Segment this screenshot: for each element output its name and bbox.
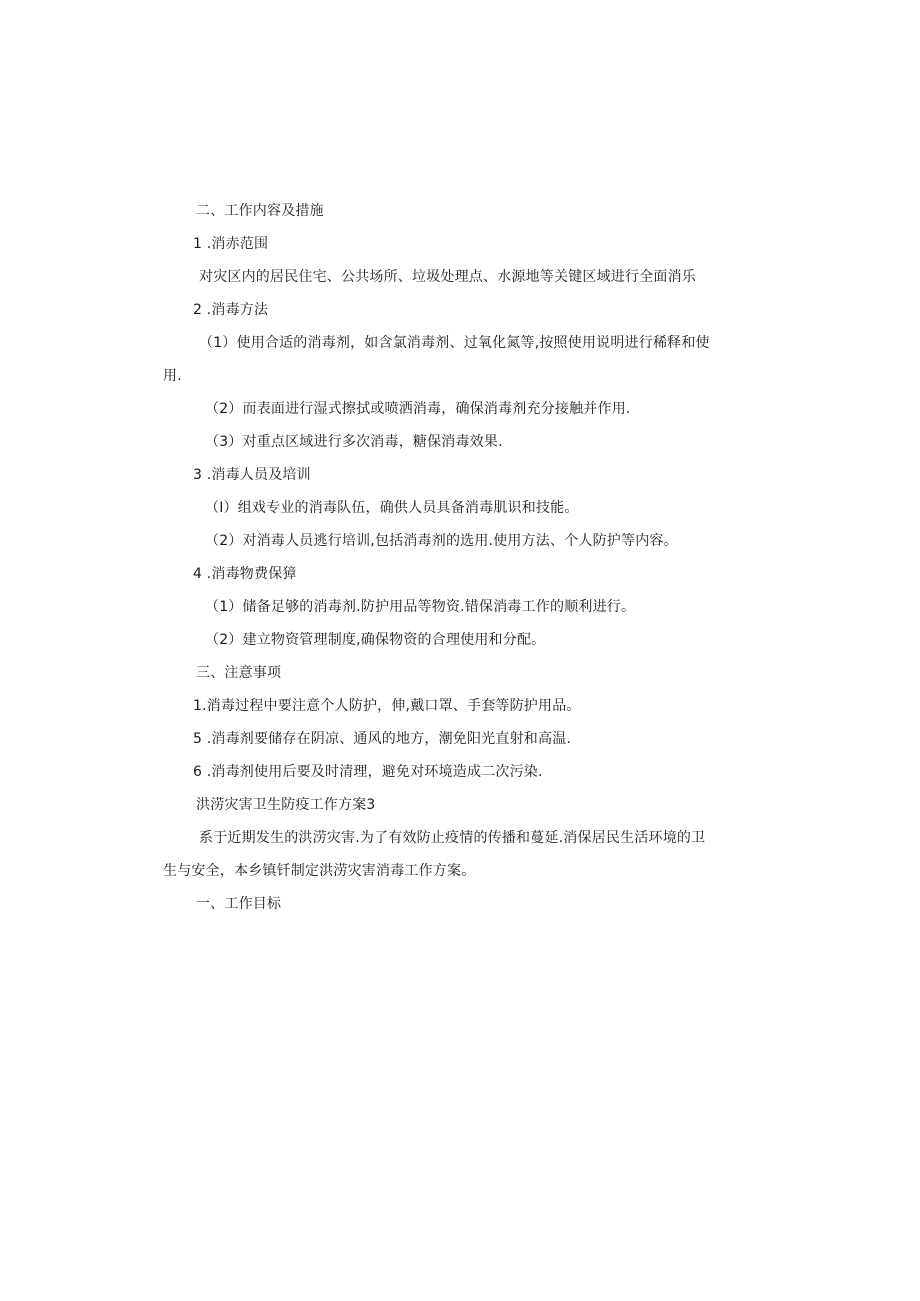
paragraph-intro: 系于近期发生的洪涝灾害.为了有效防止疫情的传播和蔓延.消保居民生活环境的卫	[199, 830, 706, 846]
paragraph-method-1: （1）使用合适的消毒剂，如含氯消毒剂、过氧化氮等,按照使用说明进行稀释和使	[199, 335, 710, 351]
plan-title-3: 洪涝灾害卫生防疫工作方案3	[196, 797, 376, 813]
paragraph-method-2: （2）而表面进行湿式擦拭或喷洒消毒，确保消毒剂充分接触并作用.	[205, 401, 631, 417]
paragraph-supplies-2: （2）建立物资管理制度,确保物资的合理使用和分配。	[205, 632, 546, 648]
item-heading-disinfection-scope: 1 .消赤范围	[193, 236, 269, 252]
item-heading-staff-training: 3 .消毒人员及培训	[193, 467, 311, 483]
paragraph-method-1-continued: 用.	[163, 368, 182, 384]
item-heading-disinfection-method: 2 .消毒方法	[193, 302, 269, 318]
note-item-1: 1.消毒过程中要注意个人防护，伸,戴口罩、手套等防护用品。	[193, 698, 581, 714]
section-heading-notes: 三、注意事项	[196, 665, 282, 681]
paragraph-staff-2: （2）对消毒人员逃行培训,包括消毒剂的选用.使用方法、个人防护等内容。	[205, 533, 678, 549]
paragraph-staff-1: （I）组戏专业的消毒队伍，确供人员具备消毒肌识和技能。	[205, 500, 579, 516]
paragraph-intro-continued: 生与安全，本乡镇钎制定洪涝灾害消毒工作方案。	[163, 863, 476, 879]
paragraph-scope: 对灾区内的居民住宅、公共场所、垃圾处理点、水源地等关键区域进行全面消乐	[199, 269, 696, 285]
item-heading-supplies: 4 .消毒物费保獐	[193, 566, 297, 582]
paragraph-supplies-1: （1）储备足够的消毒剂.防护用品等物资.错保消毒工作的顺利进行。	[205, 599, 636, 615]
section-heading-work-content: 二、工作内容及措施	[196, 203, 324, 219]
paragraph-method-3: （3）对重点区域进行多次消毒，糖保消毒效果.	[205, 434, 503, 450]
note-item-5: 5 .消毒剂要储存在阴凉、通风的地方，潮免阳光直射和高温.	[193, 731, 572, 747]
note-item-6: 6 .消毒剂使用后要及时清理，避免对环境造成二次污染.	[193, 764, 543, 780]
section-heading-work-goal: 一、工作目标	[196, 896, 282, 912]
